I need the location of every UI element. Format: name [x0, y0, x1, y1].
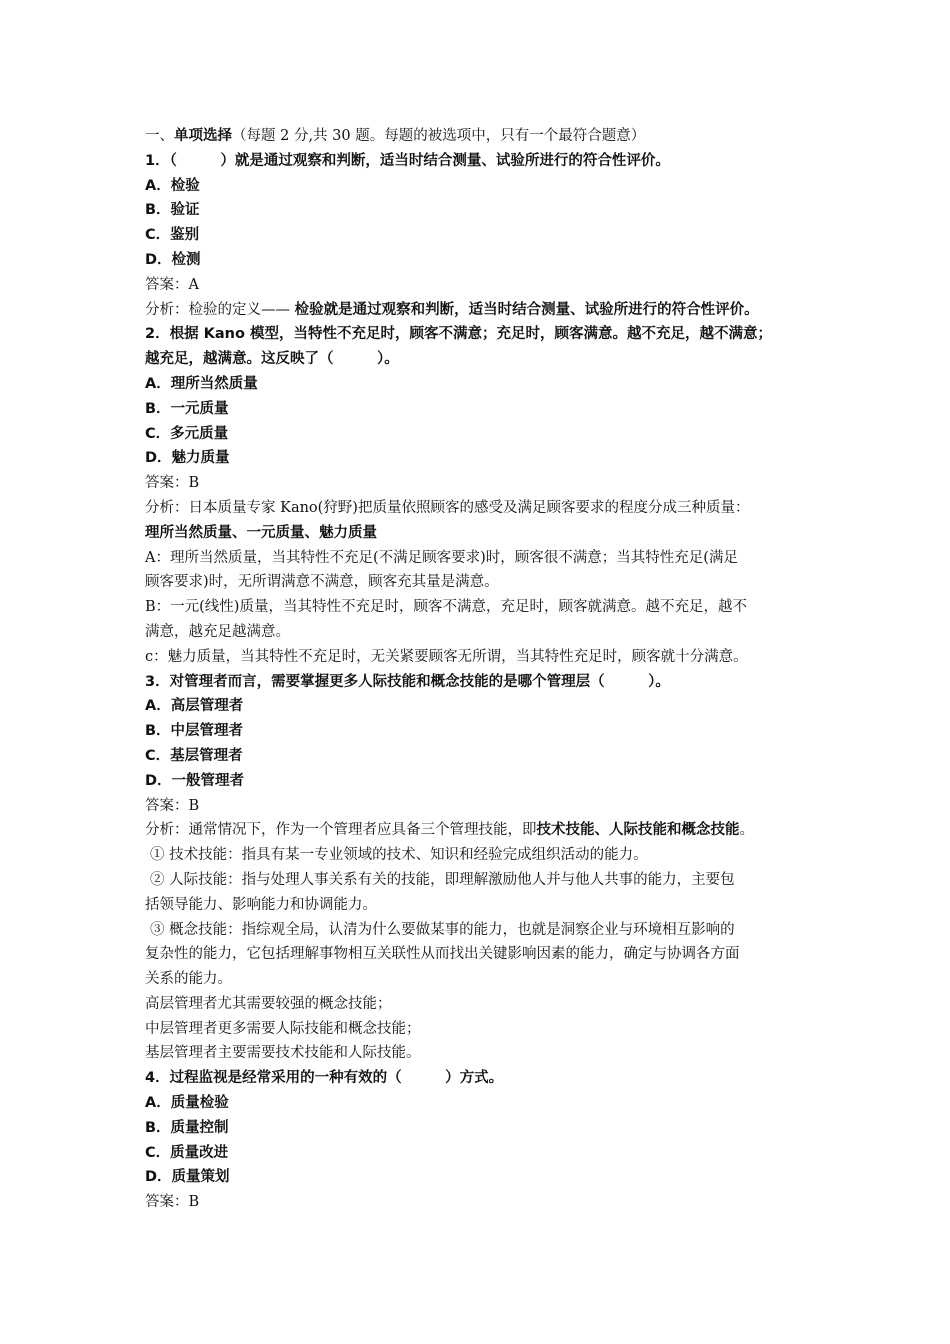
- q3-skill3-line3: 关系的能力。: [145, 971, 232, 988]
- section-prefix: 一、: [145, 128, 174, 144]
- q4-option-d: D．质量策划: [145, 1169, 230, 1186]
- q2-a-line1: A：理所当然质量，当其特性不充足(不满足顾客要求)时，顾客很不满意；当其特性充足(满足: [145, 549, 738, 566]
- q2-analysis-line1: 分析：日本质量专家 Kano(狩野)把质量依照顾客的感受及满足顾客要求的程度分成三种质量：: [145, 499, 750, 516]
- q2-b-line1: B：一元(线性)质量，当其特性不充足时，顾客不满意，充足时，顾客就满意。越不充足，越不: [145, 599, 747, 616]
- q3-skill2-line2: 括领导能力、影响能力和协调能力。: [145, 896, 377, 913]
- q1-analysis: [145, 298, 815, 323]
- q3-summary3: 基层管理者主要需要技术技能和人际技能。: [145, 1045, 421, 1062]
- q3-skill1: ① 技术技能：指具有某一专业领域的技术、知识和经验完成组织活动的能力。: [150, 847, 648, 864]
- section-note: （每题 2 分,共 30 题。每题的被选项中，只有一个最符合题意）: [232, 128, 646, 144]
- q2-option-d: D．魅力质量: [145, 450, 230, 467]
- q1-option-d: D．检测: [145, 251, 201, 268]
- q1-analysis-bold: 检验就是通过观察和判断，适当时结合测量、试验所进行的符合性评价。: [294, 301, 759, 318]
- q2-analysis-bold: 理所当然质量、一元质量、魅力质量: [145, 524, 377, 541]
- q3-skill2-line1: ② 人际技能：指与处理人事关系有关的技能，即理解激励他人并与他人共事的能力，主要包: [150, 871, 735, 888]
- q2-stem-line2: 越充足，越满意。这反映了（ ）。: [145, 351, 399, 368]
- q2-stem-line1: 2．根据 Kano 模型，当特性不充足时，顾客不满意；充足时，顾客满意。越不充足，越不满意；: [145, 326, 772, 343]
- q3-summary1: 高层管理者尤其需要较强的概念技能；: [145, 995, 392, 1012]
- q3-option-c: C．基层管理者: [145, 747, 243, 764]
- q3-option-d: D．一般管理者: [145, 772, 245, 789]
- q3-summary2: 中层管理者更多需要人际技能和概念技能；: [145, 1020, 421, 1037]
- q2-a-line2: 顾客要求)时，无所谓满意不满意，顾客充其量是满意。: [145, 574, 499, 591]
- q2-answer: 答案：B: [145, 475, 200, 492]
- q4-stem: 4．过程监视是经常采用的一种有效的（ ）方式。: [145, 1070, 504, 1087]
- q4-option-b: B．质量控制: [145, 1119, 229, 1136]
- q3-skill3-line2: 复杂性的能力，它包括理解事物相互关联性从而找出关键影响因素的能力，确定与协调各方面: [145, 946, 740, 963]
- q3-answer: 答案：B: [145, 797, 200, 814]
- q3-analysis-suffix: 。: [739, 822, 754, 839]
- q3-option-b: B．中层管理者: [145, 723, 244, 740]
- q1-option-c: C．鉴别: [145, 227, 200, 244]
- q3-analysis-prefix: 分析：通常情况下，作为一个管理者应具备三个管理技能，即: [145, 822, 537, 839]
- q3-analysis-bold: 技术技能、人际技能和概念技能: [536, 822, 740, 839]
- q4-option-a: A．质量检验: [145, 1095, 229, 1112]
- q2-option-a: A．理所当然质量: [145, 375, 258, 392]
- document-page: [145, 124, 815, 1215]
- q1-answer: 答案：A: [145, 276, 199, 293]
- section-heading: [145, 124, 815, 149]
- q3-stem: 3．对管理者而言，需要掌握更多人际技能和概念技能的是哪个管理层（ ）。: [145, 673, 670, 690]
- q4-answer: 答案：B: [145, 1194, 200, 1211]
- section-title: 单项选择: [174, 128, 232, 144]
- q2-option-c: C．多元质量: [145, 425, 229, 442]
- q2-option-b: B．一元质量: [145, 400, 229, 417]
- q1-analysis-prefix: 分析：检验的定义——: [145, 301, 295, 318]
- q3-skill3-line1: ③ 概念技能：指综观全局，认清为什么要做某事的能力，也就是洞察企业与环境相互影响的: [150, 921, 735, 938]
- q1-option-b: B．验证: [145, 202, 200, 219]
- q1-stem: 1．（ ）就是通过观察和判断，适当时结合测量、试验所进行的符合性评价。: [145, 152, 670, 169]
- q1-option-a: A．检验: [145, 177, 200, 194]
- q2-c-line1: c：魅力质量，当其特性不充足时，无关紧要顾客无所谓，当其特性充足时，顾客就十分满意。: [145, 648, 748, 665]
- q3-analysis: [145, 818, 815, 843]
- q2-b-line2: 满意，越充足越满意。: [145, 623, 290, 640]
- q3-option-a: A．高层管理者: [145, 698, 244, 715]
- q4-option-c: C．质量改进: [145, 1144, 229, 1161]
